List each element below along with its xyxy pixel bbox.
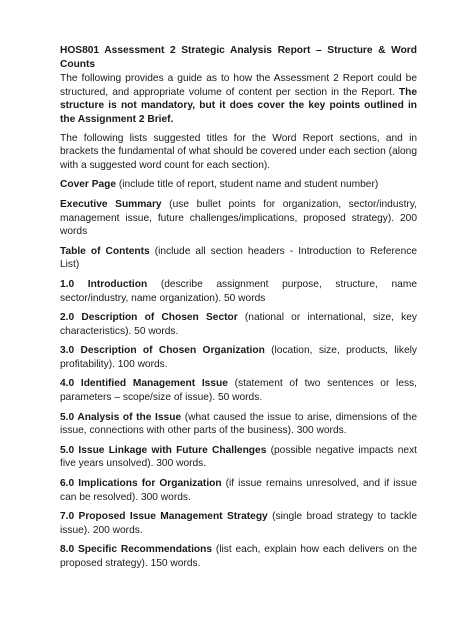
section-title: 3.0 Description of Chosen Organization (60, 345, 265, 357)
section-text: (what caused the issue to arise, dimensions of the issue, connections with other parts of the business). 300 words. (60, 411, 417, 437)
intro-paragraph (60, 72, 417, 126)
section-implications (60, 477, 417, 504)
section-text: (statement of two sentences or less, parameters – scope/size of issue). 50 words. (60, 378, 418, 404)
section-text: (describe assignment purpose, structure, name sector/industry, name organization). 50 words (60, 278, 417, 304)
section-chosen-sector (60, 311, 417, 338)
section-title: 2.0 Description of Chosen Sector (60, 312, 238, 324)
section-cover-page (60, 178, 417, 192)
section-title: 4.0 Identified Management Issue (60, 378, 228, 390)
section-title: Cover Page (60, 179, 117, 191)
section-title: 7.0 Proposed Issue Management Strategy (60, 511, 268, 523)
section-text: (national or international, size, key characteristics). 50 words. (60, 312, 417, 337)
section-management-issue (60, 377, 417, 404)
section-title: 5.0 Issue Linkage with Future Challenges (60, 444, 267, 456)
section-text: (include all section headers - Introduction to Reference List) (60, 245, 417, 271)
section-text: (possible negative impacts next five years unsolved). 300 words. (60, 444, 417, 470)
section-chosen-organization (60, 344, 417, 371)
section-title: 1.0 Introduction (60, 278, 148, 290)
intro-bold-text: The structure is not mandatory, but it does cover the key points outlined in the Assignment 2 Brief. (60, 86, 417, 125)
document-page (60, 44, 417, 571)
section-table-of-contents (60, 245, 417, 272)
intro-text: The following provides a guide as to how the Assessment 2 Report could be structured, and appropriate volume of content per section in the Report. (60, 73, 417, 98)
section-proposed-strategy (60, 510, 417, 537)
section-text: (location, size, products, likely profitability). 100 words. (60, 345, 417, 370)
section-executive-summary (60, 198, 417, 239)
section-title: 6.0 Implications for Organization (60, 478, 222, 490)
document-title: HOS801 Assessment 2 Strategic Analysis Report – Structure & Word Counts (60, 45, 417, 70)
section-text: (if issue remains unresolved, and if issue can be resolved). 300 words. (60, 478, 417, 503)
guide-paragraph: The following lists suggested titles for the Word Report sections, and in brackets the fundamental of what should be covered under each section (along with a suggested word count for each section). (60, 132, 417, 171)
section-future-challenges (60, 444, 417, 471)
section-title: 5.0 Analysis of the Issue (60, 411, 182, 423)
section-specific-recommendations (60, 543, 417, 570)
section-title: 8.0 Specific Recommendations (60, 544, 213, 556)
section-introduction (60, 278, 417, 305)
section-text: (use bullet points for organization, sector/industry, management issue, future challenges/implications, proposed strategy). 200 words (60, 198, 417, 238)
section-text: (include title of report, student name and student number) (116, 179, 379, 191)
section-text: (single broad strategy to tackle issue). 200 words. (60, 511, 417, 536)
section-title: Table of Contents (60, 245, 150, 257)
section-analysis-of-issue (60, 411, 417, 438)
section-title: Executive Summary (60, 198, 162, 210)
section-text: (list each, explain how each delivers on the proposed strategy). 150 words. (60, 544, 417, 569)
